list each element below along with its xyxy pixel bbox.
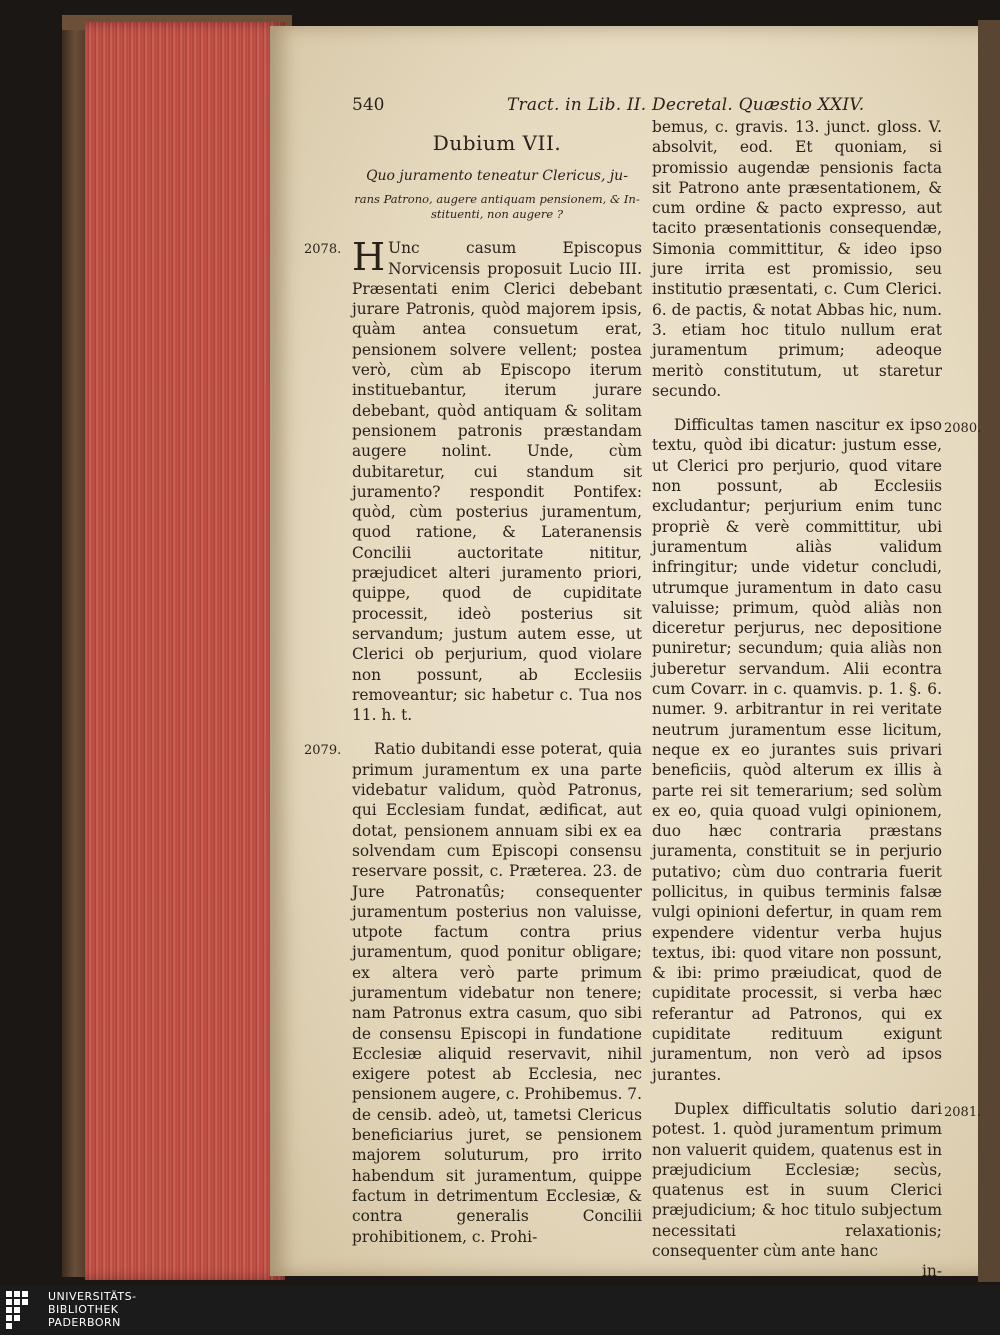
library-footer bbox=[0, 1285, 1000, 1335]
library-name-line-2: BIBLIOTHEK bbox=[48, 1303, 119, 1316]
section-subtitle-continued bbox=[352, 192, 642, 222]
paragraph-text: Unc casum Episcopus Norvicensis proposuit Lucio III. Præsentati enim Clerici debebant jurare Patronis, quòd majorem ipsis, quàm antea consuetum erat, pensionem solvere vellent; postea verò, cùm ab Episcopo iterum instituebantur, iterum jurare debebant, quòd antiquam & solitam pensionem patronis præstandam augere nolint. Unde, cùm dubitaretur, cui standum sit juramento? respondit Pontifex: quòd, cùm posterius juramentum, quod ratione, & Lateranensis Concilii auctoritate nititur, præjudicet alteri juramento priori, quippe, quod de cupiditate processit, ideò posterius sit servandum; justum autem esse, ut Clerici ob perjurium, quod violare non possunt, ab Ecclesiis removeantur; sic habetur c. Tua nos 11. h. t. bbox=[352, 239, 642, 725]
library-name-line-1: UNIVERSITÄTS- bbox=[48, 1290, 137, 1303]
paragraph-2081 bbox=[652, 1099, 982, 1261]
running-head: Tract. in Lib. II. Decretal. Quæstio XXIV. bbox=[507, 95, 865, 115]
paragraph-2078 bbox=[304, 235, 642, 725]
margin-number-2079: 2079. bbox=[304, 743, 342, 759]
paragraph-text: bemus, c. gravis. 13. junct. gloss. V. absolvit, eod. Et quoniam, si promissio augendæ pensionis facta sit Patrono ante præsentationem, & cum ordine & pacto expresso, aut tacito præsentationis consequendæ, Simonia committitur, & ideo ipso jure irrita est promissio, seu institutio præsentati, c. Cum Clerici. 6. de pactis, & notat Abbas hic, num. 3. etiam hoc titulo nullum erat juramentum primum; adeoque meritò constitutum, ut staretur secundo. bbox=[652, 118, 942, 400]
paragraph-2080 bbox=[652, 415, 982, 1085]
subtitle-line-2: stituenti, non augere ? bbox=[431, 207, 563, 222]
page-edges-red bbox=[85, 22, 285, 1280]
library-name-line-3: PADERBORN bbox=[48, 1316, 121, 1329]
paragraph-2079 bbox=[304, 739, 642, 1246]
right-column bbox=[652, 117, 982, 1282]
dropcap-initial: H bbox=[352, 235, 386, 280]
library-logo-icon bbox=[6, 1291, 38, 1329]
section-subtitle: Quo juramento teneatur Clericus, ju- bbox=[366, 168, 628, 185]
paragraph-text: Duplex difficultatis solutio dari potest. 1. quòd juramentum primum non valuerit quidem, quatenus est in præjudicium Ecclesiæ; secùs, quatenus est in suum Clerici præjudicium; & hoc titulo subjectum necessitati relaxationis; consequenter cùm ante hanc bbox=[652, 1099, 942, 1261]
page-number: 540 bbox=[352, 95, 385, 115]
section-heading: Dubium VII. bbox=[432, 131, 562, 155]
paragraph-text: Ratio dubitandi esse poterat, quia primum juramentum ex una parte videbatur validum, quòd Patronus, qui Ecclesiam fundat, ædificat, aut dotat, pensionem annuam sibi ex ea solvendam cum Episcopi consensu reservare possit, c. Præterea. 23. de Jure Patronatûs; consequenter juramentum posterius non valuisse, utpote factum contra prius juramentum, quod ponitur obligare; ex altera verò parte primum juramentum videbatur non tenere; nam Patronus extra casum, quo sibi de consensu Episcopi in fundatione Ecclesiæ aliquid reservavit, nihil exigere potest ab Ecclesia, nec pensionem augere, c. Prohibemus. 7. de censib. adeò, ut, tametsi Clericus beneficiarius juret, se pensionem majorem soluturum, pro irrito habendum sit juramentum, quippe factum in detrimentum Ecclesiæ, & contra generalis Concilii prohibitionem, c. Prohi- bbox=[352, 740, 642, 1246]
margin-number-2080: 2080. bbox=[944, 421, 982, 437]
left-column bbox=[304, 131, 642, 1247]
subtitle-line-1: rans Patrono, augere antiquam pensionem, & In- bbox=[354, 192, 640, 207]
margin-number-2081: 2081. bbox=[944, 1104, 982, 1120]
paragraph-continued bbox=[652, 117, 942, 401]
margin-number-2078: 2078. bbox=[304, 242, 342, 258]
library-name bbox=[48, 1290, 137, 1329]
catchword: in- bbox=[921, 1262, 942, 1281]
paragraph-text: Difficultas tamen nascitur ex ipso textu, quòd ibi dicatur: justum esse, ut Clerici pro perjurio, quod vitare non possunt, ab Ecclesiis excludantur; perjurium enim tunc propriè & verè committitur, ubi juramentum aliàs validum infringitur; unde videtur concludi, utrumque juramentum in dato casu valuisse; primum, quòd aliàs non diceretur perjurus, nec depositione puniretur; secundum; quia aliàs non juberetur servandum. Alii econtra cum Covarr. in c. quamvis. p. 1. §. 6. numer. 9. arbitrantur in rei veritate neutrum juramentum esse licitum, neque ex eo jurantes suis privari beneficiis, quòd alterum ex illis à parte rei sit temerarium; sed solùm ex eo, quia quoad vulgi opinionem, duo hæc contraria præstans juramenta, constituit se in perjurio putativo; cùm duo contraria fuerit pollicitus, in quibus terminis falsæ vulgi opinioni defertur, in quam rem expendere videntur verba hujus textus, ibi: quod vitare non possunt, & ibi: primo præiudicat, quod de cupiditate processit, si verba hæc referantur ad Patronos, qui ex cupiditate redituum exigunt juramentum, non verò ad ipsos jurantes. bbox=[652, 416, 942, 1084]
book-cover-right bbox=[978, 20, 1000, 1282]
